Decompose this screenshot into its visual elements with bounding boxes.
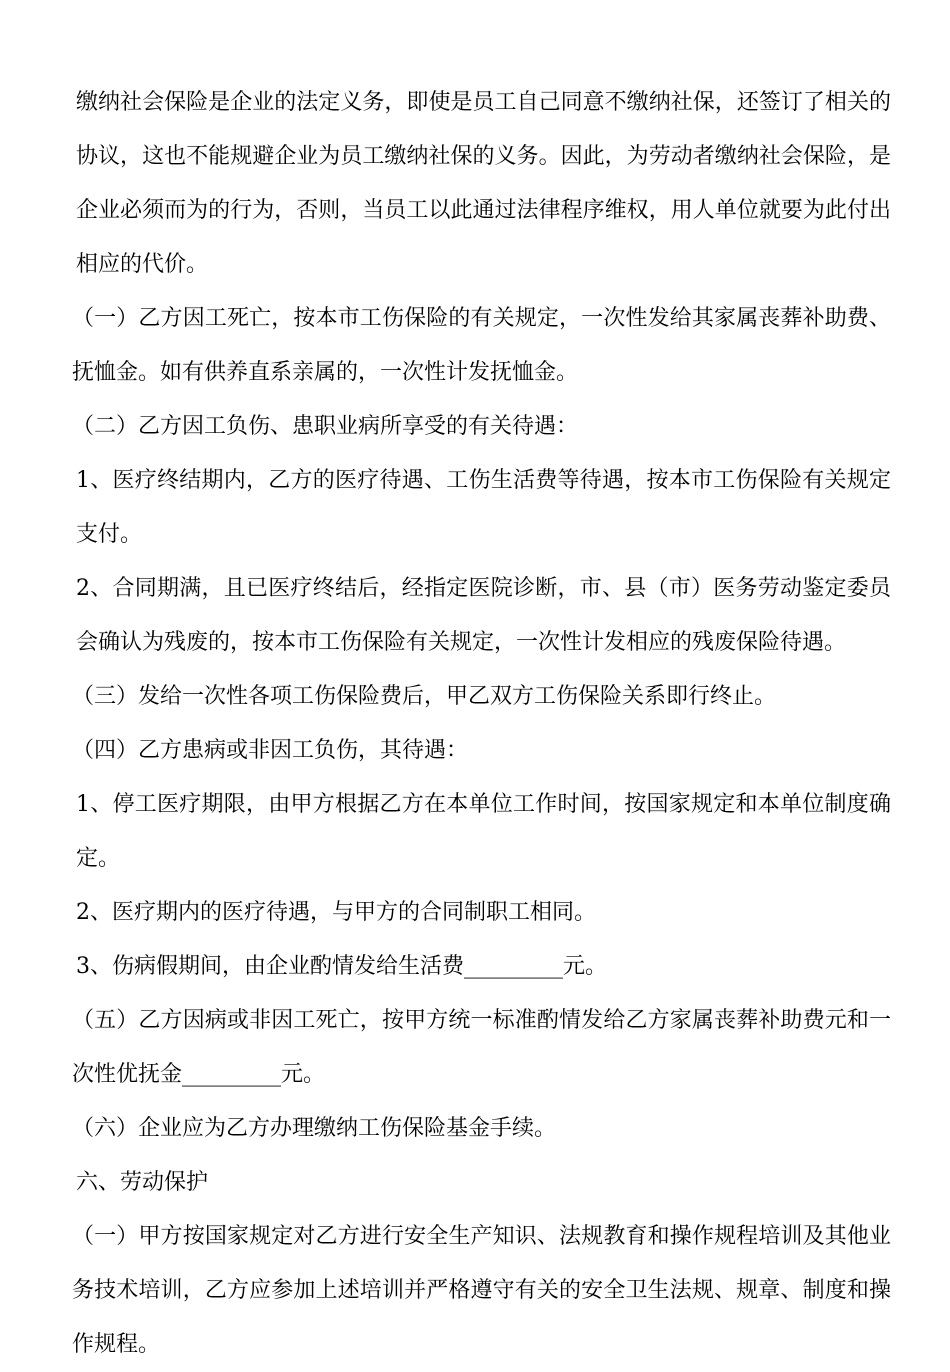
paragraph-social-insurance: 缴纳社会保险是企业的法定义务，即使是员工自己同意不缴纳社保，还签订了相关的协议，这也不能规避企业为员工缴纳社保的义务。因此，为劳动者缴纳社会保险，是企业必须而为的行为，否则，当员工以此通过法律程序维权，用人单位就要为此付出相应的代价。 [76, 90, 891, 277]
paragraph-clause-2: （二）乙方因工负伤、患职业病所享受的有关待遇： [72, 414, 579, 439]
paragraph-clause-2-item-1: 1、医疗终结期内，乙方的医疗待遇、工伤生活费等待遇，按本市工伤保险有关规定支付。 [76, 468, 891, 547]
paragraph-clause-4-item-3: 3、伤病假期间，由企业酌情发给生活费_________元。 [76, 954, 607, 979]
section-heading-labor-protection: 六、劳动保护 [76, 1170, 209, 1195]
paragraph-labor-protection-1: （一）甲方按国家规定对乙方进行安全生产知识、法规教育和操作规程培训及其他业务技术培训，乙方应参加上述培训并严格遵守有关的安全卫生法规、规章、制度和操作规程。 [72, 1224, 891, 1357]
paragraph-clause-2-item-2: 2、合同期满，且已医疗终结后，经指定医院诊断，市、县（市）医务劳动鉴定委员会确认为残废的，按本市工伤保险有关规定，一次性计发相应的残废保险待遇。 [76, 576, 891, 655]
paragraph-clause-5: （五）乙方因病或非因工死亡，按甲方统一标准酌情发给乙方家属丧葬补助费元和一次性优抚金_________元。 [72, 1008, 891, 1087]
paragraph-clause-4-item-1: 1、停工医疗期限，由甲方根据乙方在本单位工作时间，按国家规定和本单位制度确定。 [76, 792, 891, 871]
paragraph-clause-1: （一）乙方因工死亡，按本市工伤保险的有关规定，一次性发给其家属丧葬补助费、抚恤金。如有供养直系亲属的，一次性计发抚恤金。 [72, 306, 891, 385]
paragraph-clause-3: （三）发给一次性各项工伤保险费后，甲乙双方工伤保险关系即行终止。 [72, 684, 777, 709]
paragraph-clause-6: （六）企业应为乙方办理缴纳工伤保险基金手续。 [72, 1116, 557, 1141]
paragraph-clause-4-item-2: 2、医疗期内的医疗待遇，与甲方的合同制职工相同。 [76, 900, 596, 925]
document-body [72, 76, 891, 1372]
paragraph-clause-4: （四）乙方患病或非因工负伤，其待遇： [72, 738, 469, 763]
